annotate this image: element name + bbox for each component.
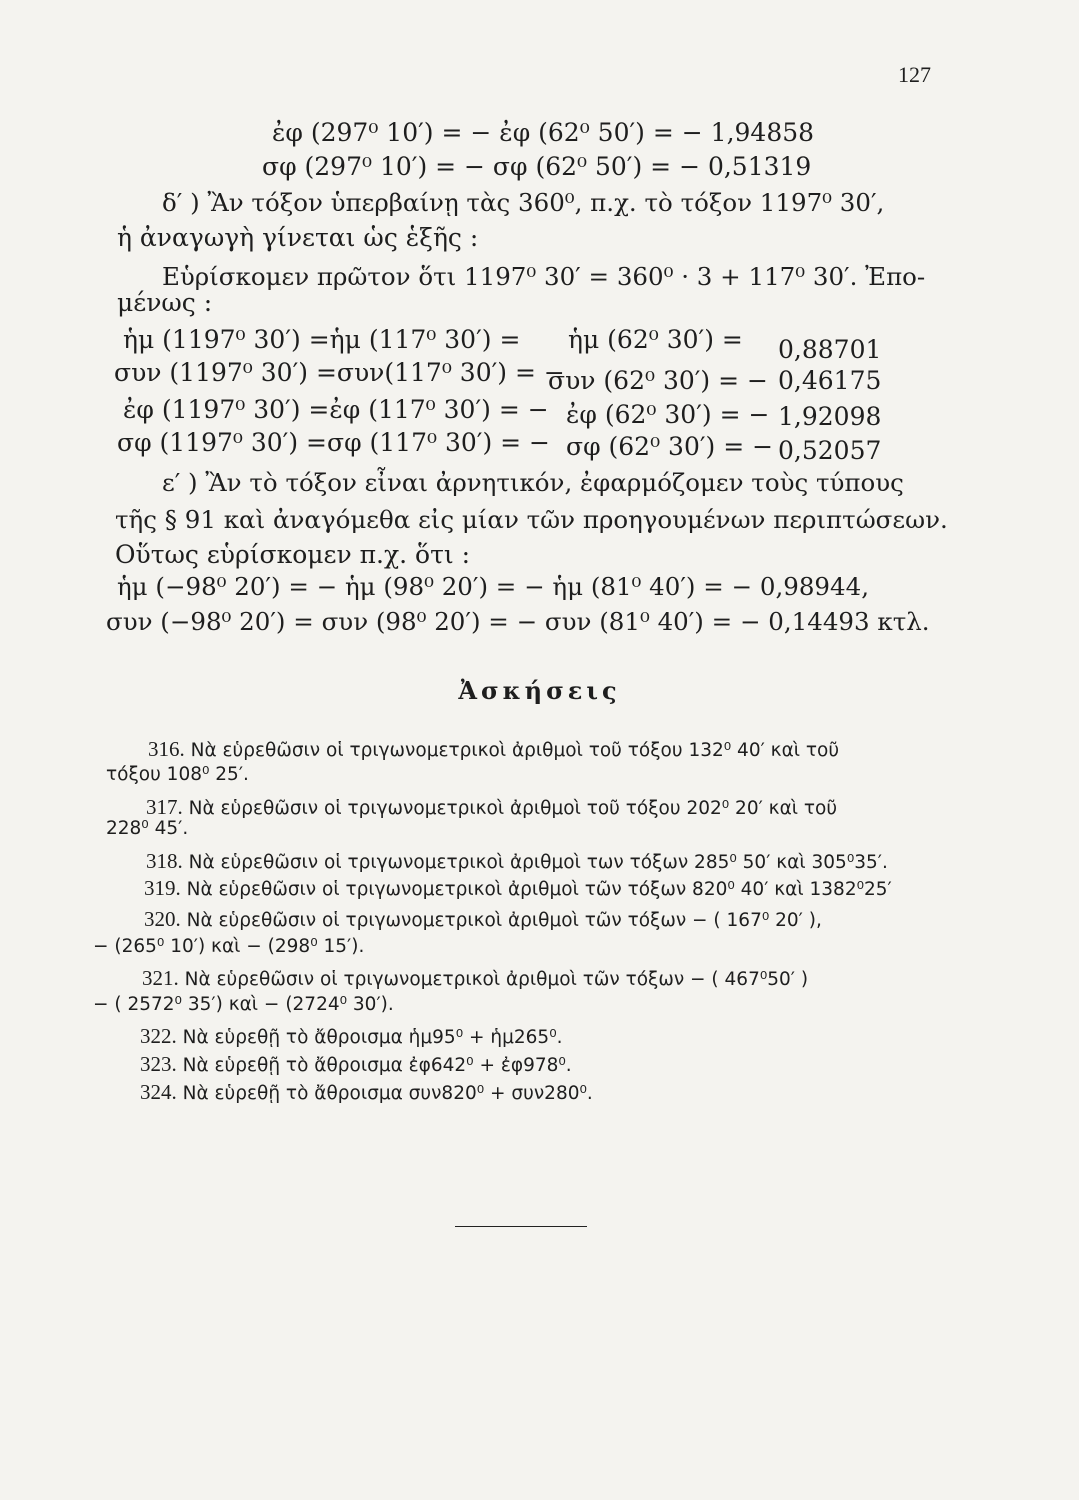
exercise-text: Νὰ εὑρεθῶσιν οἱ τριγωνομετρικοὶ ἀριθμοὶ τῶν τόξων − ( 467⁰50′ ) xyxy=(184,969,809,990)
equation-left: ἡμ (1197⁰ 30′) =ἡμ (117⁰ 30′) = xyxy=(123,325,521,354)
exercise-number: 318. xyxy=(146,849,183,873)
equation-value: 0,46175 xyxy=(778,366,882,395)
exercise-text: Νὰ εὑρεθῇ τὸ ἄθροισμα ἐφ642⁰ + ἐφ978⁰. xyxy=(182,1055,572,1076)
exercise-text: Νὰ εὑρεθῶσιν οἱ τριγωνομετρικοὶ ἀριθμοὶ τοῦ τόξου 202⁰ 20′ καὶ τοῦ xyxy=(188,798,838,819)
equation-left: συν (1197⁰ 30′) =συν(117⁰ 30′) = − xyxy=(114,358,565,387)
paragraph-d-line1: δ′ ) Ἂν τόξον ὑπερβαίνῃ τὰς 360⁰, π.χ. τὸ τόξον 1197⁰ 30′, xyxy=(162,188,885,217)
paragraph-e-line3: Οὕτως εὑρίσκομεν π.χ. ὅτι : xyxy=(115,540,471,569)
paragraph-d-line3: Εὑρίσκομεν πρῶτον ὅτι 1197⁰ 30′ = 360⁰ · 3 + 117⁰ 30′. Ἐπο- xyxy=(162,262,926,291)
exercise-number: 324. xyxy=(140,1080,177,1104)
exercises-heading: Ἀσκήσεις xyxy=(458,676,621,705)
closing-rule xyxy=(455,1226,587,1227)
exercise-text: Νὰ εὑρεθῶσιν οἱ τριγωνομετρικοὶ ἀριθμοὶ τοῦ τόξου 132⁰ 40′ καὶ τοῦ xyxy=(190,740,840,761)
equation-value: 0,88701 xyxy=(778,335,882,364)
paragraph-e-line2: τῆς § 91 καὶ ἀναγόμεθα εἰς μίαν τῶν προηγουμένων περιπτώσεων. xyxy=(115,505,948,534)
exercise-number: 317. xyxy=(146,795,183,819)
paragraph-e-line1: ε′ ) Ἂν τὸ τόξον εἶναι ἀρνητικόν, ἐφαρμόζομεν τοὺς τύπους xyxy=(162,468,904,497)
exercise-text: Νὰ εὑρεθῶσιν οἱ τριγωνομετρικοὶ ἀριθμοὶ τῶν τόξων − ( 167⁰ 20′ ), xyxy=(186,910,822,931)
exercise-number: 322. xyxy=(140,1024,177,1048)
page-number: 127 xyxy=(898,62,931,87)
exercise-text: Νὰ εὑρεθῶσιν οἱ τριγωνομετρικοὶ ἀριθμοὶ των τόξων 285⁰ 50′ καὶ 305⁰35′. xyxy=(188,852,888,873)
exercise-number: 320. xyxy=(144,907,181,931)
paragraph-d-line2: ἡ ἀναγωγὴ γίνεται ὡς ἑξῆς : xyxy=(117,223,479,252)
equation-left: σφ (1197⁰ 30′) =σφ (117⁰ 30′) = − xyxy=(117,428,550,457)
exercise-continuation: − (265⁰ 10′) καὶ − (298⁰ 15′). xyxy=(93,936,365,957)
equation-middle: συν (62⁰ 30′) = − xyxy=(548,366,768,395)
exercise-number: 316. xyxy=(148,737,185,761)
equation-value: 0,52057 xyxy=(778,436,882,465)
paragraph-d-line4: μένως : xyxy=(117,288,213,317)
tan-line: ἐφ (297⁰ 10′) = − ἐφ (62⁰ 50′) = − 1,94858 xyxy=(272,118,815,147)
equation-value: 1,92098 xyxy=(778,402,882,431)
exercise-number: 321. xyxy=(142,966,179,990)
cot-line: σφ (297⁰ 10′) = − σφ (62⁰ 50′) = − 0,51319 xyxy=(262,152,812,181)
exercise-number: 319. xyxy=(144,876,181,900)
equation-left: ἐφ (1197⁰ 30′) =ἐφ (117⁰ 30′) = − xyxy=(123,395,549,424)
equation-middle: ἐφ (62⁰ 30′) = − xyxy=(566,400,770,429)
exercise-continuation: 228⁰ 45′. xyxy=(106,818,189,839)
exercise-continuation: − ( 2572⁰ 35′) καὶ − (2724⁰ 30′). xyxy=(93,994,394,1015)
equation-middle: σφ (62⁰ 30′) = − xyxy=(566,432,774,461)
paragraph-e-line5: συν (−98⁰ 20′) = συν (98⁰ 20′) = − συν (81⁰ 40′) = − 0,14493 κτλ. xyxy=(106,607,930,636)
exercise-continuation: τόξου 108⁰ 25′. xyxy=(106,764,249,785)
equation-middle: ἡμ (62⁰ 30′) = xyxy=(568,325,743,354)
exercise-text: Νὰ εὑρεθῇ τὸ ἄθροισμα ἡμ95⁰ + ἡμ265⁰. xyxy=(182,1027,563,1048)
exercise-text: Νὰ εὑρεθῶσιν οἱ τριγωνομετρικοὶ ἀριθμοὶ τῶν τόξων 820⁰ 40′ καὶ 1382⁰25′ xyxy=(186,879,892,900)
paragraph-e-line4: ἡμ (−98⁰ 20′) = − ἡμ (98⁰ 20′) = − ἡμ (81⁰ 40′) = − 0,98944, xyxy=(117,572,869,601)
exercise-text: Νὰ εὑρεθῇ τὸ ἄθροισμα συν820⁰ + συν280⁰. xyxy=(182,1083,593,1104)
exercise-number: 323. xyxy=(140,1052,177,1076)
